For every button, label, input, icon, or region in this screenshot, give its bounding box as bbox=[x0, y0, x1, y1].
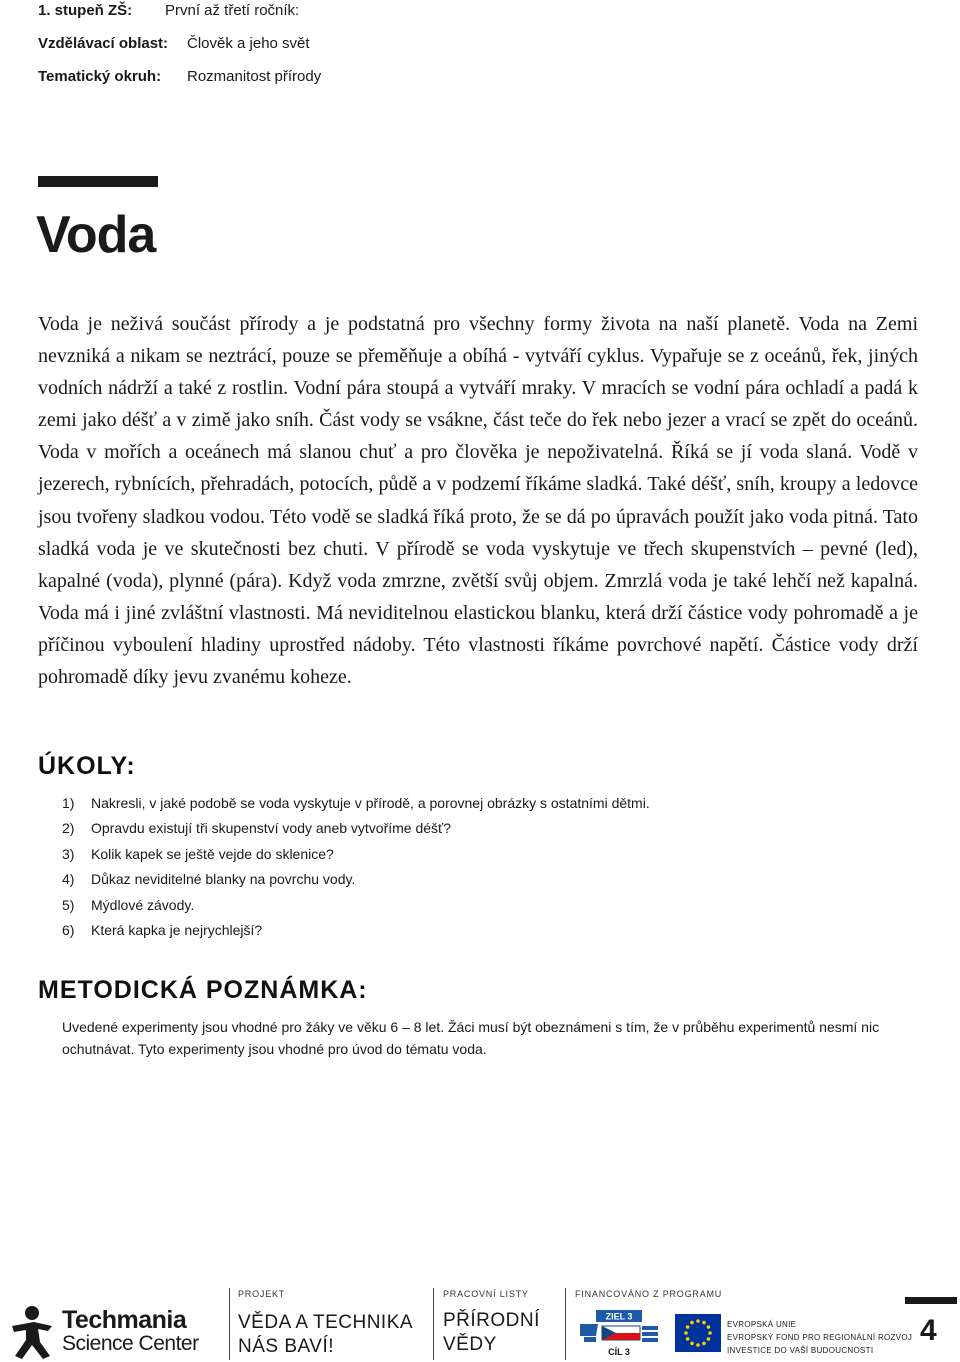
project-line-1: VĚDA A TECHNIKA bbox=[238, 1312, 414, 1333]
eu-line: INVESTICE DO VAŠÍ BUDOUCNOSTI bbox=[727, 1346, 874, 1355]
tasks-heading: ÚKOLY: bbox=[38, 752, 136, 780]
tasks-list bbox=[62, 791, 650, 943]
task-number: 5) bbox=[62, 896, 75, 913]
footer-divider bbox=[229, 1288, 230, 1360]
task-number: 4) bbox=[62, 871, 75, 888]
ziel-label: ZIEL 3 bbox=[605, 1311, 633, 1322]
techmania-logo bbox=[8, 1304, 228, 1360]
cil-label: CÍL 3 bbox=[608, 1347, 630, 1357]
area-label: Vzdělávací oblast: bbox=[38, 35, 169, 52]
page-number: 4 bbox=[920, 1314, 937, 1347]
task-item bbox=[62, 918, 650, 943]
topic-value: Rozmanitost přírody bbox=[187, 68, 322, 85]
task-text: Opravdu existují tři skupenství vody aneb vytvoříme déšť? bbox=[91, 820, 452, 837]
page-title: Voda bbox=[36, 206, 156, 264]
project-line-2: NÁS BAVÍ! bbox=[238, 1336, 335, 1357]
task-text: Mýdlové závody. bbox=[91, 896, 195, 913]
task-item bbox=[62, 816, 650, 841]
logo-name: Techmania bbox=[62, 1306, 187, 1334]
task-number: 3) bbox=[62, 845, 75, 862]
task-text: Důkaz neviditelné blanky na povrchu vody. bbox=[91, 871, 356, 888]
running-figure-icon bbox=[8, 1304, 56, 1360]
task-item bbox=[62, 867, 650, 892]
task-number: 1) bbox=[62, 795, 75, 811]
worksheets-line-2: VĚDY bbox=[443, 1334, 497, 1355]
eu-text-block bbox=[727, 1318, 912, 1357]
ziel3-cil3-logo bbox=[578, 1306, 660, 1360]
area-value: Člověk a jeho svět bbox=[187, 35, 310, 52]
eu-line: EVROPSKÁ UNIE bbox=[727, 1320, 797, 1329]
page-footer bbox=[0, 1280, 960, 1362]
funding-label: FINANCOVÁNO Z PROGRAMU bbox=[575, 1289, 723, 1299]
task-item bbox=[62, 842, 650, 867]
methodology-heading: METODICKÁ POZNÁMKA: bbox=[38, 976, 368, 1004]
task-text: Kolik kapek se ještě vejde do sklenice? bbox=[91, 845, 334, 862]
page-number-bar bbox=[905, 1297, 957, 1304]
methodology-note: Uvedené experimenty jsou vhodné pro žáky ve věku 6 – 8 let. Žáci musí být obeznámeni s tím, že v průběhu experimentů nesmí nic ochutnávat. Tyto experimenty jsou vhodné pro úvod do tématu voda. bbox=[62, 1019, 880, 1057]
topic-label: Tematický okruh: bbox=[38, 68, 162, 85]
title-decoration-bar bbox=[38, 176, 158, 187]
eu-flag-icon bbox=[675, 1314, 721, 1352]
intro-paragraph: Voda je neživá součást přírody a je podstatná pro všechny formy života na naší planetě. Voda na Zemi nevzniká a nikam se neztrácí, pouze se přeměňuje a obíhá - vytváří cyklus. Vypařuje se z oceánů, řek, jiných vodních nádrží a také z rostlin. Vodní pára stoupá a vytváří mraky. V mracích se vodní pára ochladí a padá k zemi jako déšť a v zimě jako sníh. Část vody se vsákne, část teče do řek nebo jezer a vrací se zpět do oceánů. Voda v mořích a oceánech má slanou chuť a pro člověka je nepoživatelná. Říká se jí voda slaná. Vodě v jezerech, rybnících, přehradách, potocích, půdě a v podzemí říkáme sladká. Také déšť, sníh, kroupy a ledovce jsou tvořeny sladkou vodou. Této vodě se sladká říká proto, že se dá po úpravách použít jako voda pitná. Tato sladká voda je ve skutečnosti bez chuti. V přírodě se voda vyskytuje ve třech skupenstvích – pevné (led), kapalné (voda), plynné (pára). Když voda zmrzne, zvětší svůj objem. Zmrzlá voda je také lehčí než kapalná. Voda má i jiné zvláštní vlastnosti. Má neviditelnou elastickou blanku, která drží částice vody pohromadě a je příčinou vyboulení hladiny uprostřed nádoby. Této vlastnosti říkáme povrchové napětí. Částice vody drží pohromadě díky jevu zvanému koheze. bbox=[38, 313, 918, 689]
task-number: 2) bbox=[62, 820, 75, 837]
project-label: PROJEKT bbox=[238, 1289, 286, 1299]
task-number: 6) bbox=[62, 921, 75, 938]
footer-divider bbox=[433, 1288, 434, 1360]
grade-label: 1. stupeň ZŠ: bbox=[38, 2, 133, 19]
task-text: Která kapka je nejrychlejší? bbox=[91, 921, 263, 938]
worksheets-label: PRACOVNÍ LISTY bbox=[443, 1289, 529, 1299]
grade-value: První až třetí ročník: bbox=[165, 2, 300, 19]
worksheets-line-1: PŘÍRODNÍ bbox=[443, 1310, 540, 1331]
footer-divider bbox=[565, 1288, 566, 1360]
eu-line: EVROPSKÝ FOND PRO REGIONÁLNÍ ROZVOJ bbox=[727, 1333, 913, 1342]
task-item bbox=[62, 893, 650, 918]
task-item bbox=[62, 791, 650, 816]
task-text: Nakresli, v jaké podobě se voda vyskytuje v přírodě, a porovnej obrázky s ostatními dětmi. bbox=[91, 795, 650, 811]
logo-subtitle: Science Center bbox=[62, 1332, 199, 1355]
